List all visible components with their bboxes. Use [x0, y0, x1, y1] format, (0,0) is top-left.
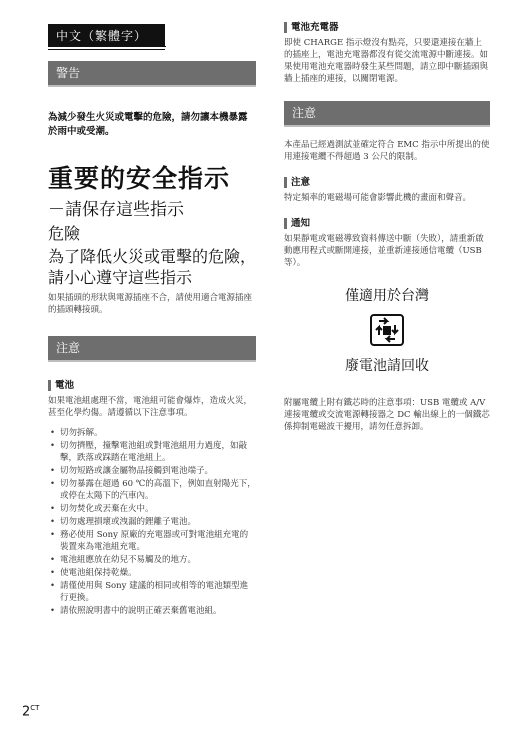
list-item: • 請依照說明書中的說明正確丟棄舊電池組。 — [48, 605, 256, 617]
caution-header-left: 注意 — [48, 336, 256, 362]
recycle-symbol — [284, 313, 490, 351]
taiwan-only-label: 僅適用於台灣 — [345, 288, 429, 304]
danger-instruction: 為了降低火災或電擊的危險，請小心遵守這些指示 — [48, 247, 257, 287]
warning-header: 警告 — [48, 61, 256, 87]
caution-heading: 注意 — [284, 177, 490, 188]
warning-text: 為減少發生火災或電擊的危險，請勿讓本機暴露於雨中或受潮。 — [48, 112, 248, 137]
page-number-suffix: CT — [30, 704, 40, 712]
list-item: • 務必使用 Sony 原廠的充電器或可對電池組充電的裝置來為電池組充電。 — [48, 529, 256, 553]
right-column — [284, 20, 490, 433]
charger-heading: 電池充電器 — [284, 22, 490, 33]
page-number — [22, 704, 39, 719]
notice-heading: 通知 — [284, 218, 490, 229]
battery-text: 如果電池組處理不當，電池組可能會爆炸，造成火災，甚至化學灼傷。請遵循以下注意事項。 — [48, 396, 253, 418]
list-item: • 切勿短路或讓金屬物品接觸到電池端子。 — [48, 465, 256, 477]
left-column — [48, 24, 256, 618]
language-tab-row — [48, 24, 166, 47]
recycle-caption: 廢電池請回收 — [345, 358, 429, 374]
charger-text: 即使 CHARGE 指示燈沒有點亮，只要還連接在牆上的插座上，電池充電器都沒有從交流電源中斷連接。如果使用電池充電器時發生某些問題，請立即中斷插頭與牆上插座的連接，以關閉電源。 — [284, 38, 489, 84]
language-tab: 中文（繁體字） — [48, 24, 165, 47]
danger-heading: 危險 — [48, 224, 81, 243]
ferrite-text: 附屬電纜上附有鐵芯時的注意事項：USB 電纜或 A/V 連接電纜或交流電源轉接器之 DC 輸出線上的一個鐵芯係抑制電磁波干擾用，請勿任意拆卸。 — [284, 398, 490, 432]
page-title: 重要的安全指示 — [48, 164, 231, 193]
page-number-value: 2 — [22, 704, 31, 720]
list-item: • 切勿暴露在超過 60 ℃的高溫下，例如直射陽光下，或停在太陽下的汽車內。 — [48, 478, 256, 502]
battery-bullet-list — [48, 427, 256, 617]
list-item: • 切勿處理損壞或洩漏的鋰離子電池。 — [48, 516, 256, 528]
list-item: • 請僅使用與 Sony 建議的相同或相等的電池類型進行更換。 — [48, 580, 256, 604]
list-item: • 切勿擠壓，撞擊電池組或對電池組用力過度，如敲擊，跌落或踩踏在電池組上。 — [48, 440, 256, 464]
caution-header-right: 注意 — [284, 101, 490, 127]
list-item: • 切勿焚化或丟棄在火中。 — [48, 503, 256, 515]
list-item: • 切勿拆解。 — [48, 427, 256, 439]
battery-recycle-icon — [369, 313, 405, 347]
caution-text: 特定頻率的電磁場可能會影響此機的畫面和聲音。 — [284, 193, 472, 203]
plug-text: 如果插頭的形狀與電源插座不合，請使用適合電源插座的插頭轉接頭。 — [48, 293, 253, 315]
emc-text: 本產品已經過測試並確定符合 EMC 指示中所提出的使用連接電纜不得超過 3 公尺的限制。 — [284, 140, 490, 162]
list-item: • 電池組應放在幼兒不易觸及的地方。 — [48, 554, 256, 566]
notice-text: 如果靜電或電磁導致資料傳送中斷（失敗），請重新啟動應用程式或斷開連接，並重新連接通信電纜（USB 等）。 — [284, 234, 484, 268]
page-subtitle: －請保存這些指示 — [48, 200, 184, 220]
battery-heading: 電池 — [48, 380, 256, 391]
list-item: • 使電池組保持乾燥。 — [48, 567, 256, 579]
